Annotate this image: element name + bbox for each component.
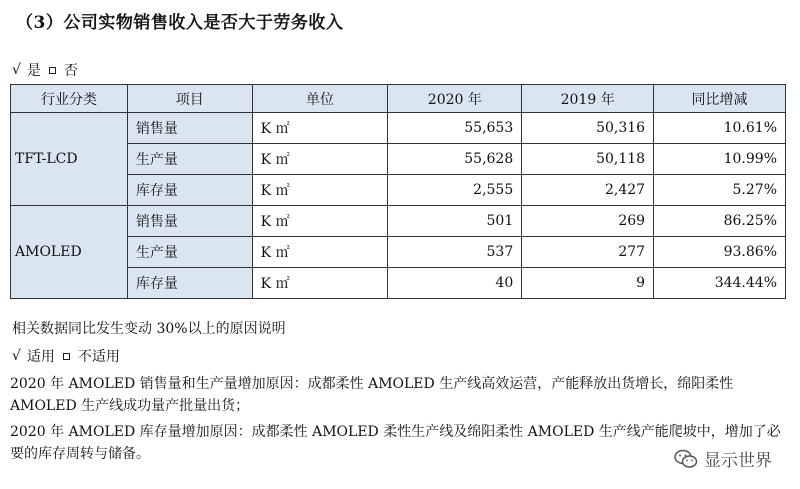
change-cell: 86.25% [654, 206, 786, 237]
amoled-inventory-reason: 2020 年 AMOLED 库存量增加原因：成都柔性 AMOLED 柔性生产线及绵阳柔性 AMOLED 生产线产能爬坡中，增加了必要的库存周转与储备。 [10, 424, 781, 462]
checkbox-no [49, 67, 56, 74]
sales-production-table [10, 84, 786, 299]
option-not-applicable-label: 不适用 [77, 349, 120, 365]
value-2019-cell: 269 [522, 206, 654, 237]
value-2019-cell: 277 [522, 237, 654, 268]
change-cell: 10.99% [654, 144, 786, 175]
value-2019-cell: 50,118 [522, 144, 654, 175]
change-reason-note: 相关数据同比发生变动 30%以上的原因说明 [12, 321, 286, 337]
option-no-label: 否 [63, 63, 78, 79]
watermark [674, 446, 772, 471]
check-mark: √ [12, 62, 21, 78]
item-cell: 销售量 [127, 206, 252, 237]
section-heading: （3）公司实物销售收入是否大于劳务收入 [16, 13, 344, 33]
option-yes-label: 是 [26, 63, 41, 79]
header-item: 项目 [127, 85, 252, 113]
sales-vs-labor-choice [12, 60, 78, 80]
change-cell: 5.27% [654, 175, 786, 206]
value-2020-cell: 55,628 [388, 144, 522, 175]
unit-cell: K ㎡ [252, 206, 388, 237]
table-row [11, 268, 786, 299]
table-row [11, 175, 786, 206]
value-2020-cell: 2,555 [388, 175, 522, 206]
header-2019: 2019 年 [522, 85, 654, 113]
applicable-choice [12, 346, 120, 366]
amoled-sales-production-reason: 2020 年 AMOLED 销售量和生产量增加原因：成都柔性 AMOLED 生产线高效运营，产能释放出货增长，绵阳柔性 AMOLED 生产线成功量产批量出货； [10, 376, 734, 414]
option-applicable-label: 适用 [26, 349, 55, 365]
unit-cell: K ㎡ [252, 144, 388, 175]
wechat-icon [674, 449, 698, 469]
table-row [11, 237, 786, 268]
value-2020-cell: 55,653 [388, 113, 522, 144]
unit-cell: K ㎡ [252, 175, 388, 206]
header-2020: 2020 年 [388, 85, 522, 113]
value-2019-cell: 2,427 [522, 175, 654, 206]
value-2020-cell: 40 [388, 268, 522, 299]
value-2020-cell: 501 [388, 206, 522, 237]
table-row [11, 144, 786, 175]
item-cell: 库存量 [127, 175, 252, 206]
value-2019-cell: 50,316 [522, 113, 654, 144]
table-header-row [11, 85, 786, 113]
table-row [11, 206, 786, 237]
header-unit: 单位 [252, 85, 388, 113]
item-cell: 生产量 [127, 144, 252, 175]
unit-cell: K ㎡ [252, 237, 388, 268]
header-industry: 行业分类 [11, 85, 128, 113]
item-cell: 销售量 [127, 113, 252, 144]
header-yoy-change: 同比增减 [654, 85, 786, 113]
category-cell: AMOLED [11, 206, 128, 299]
category-cell: TFT-LCD [11, 113, 128, 206]
change-cell: 344.44% [654, 268, 786, 299]
unit-cell: K ㎡ [252, 268, 388, 299]
unit-cell: K ㎡ [252, 113, 388, 144]
item-cell: 库存量 [127, 268, 252, 299]
change-cell: 10.61% [654, 113, 786, 144]
change-cell: 93.86% [654, 237, 786, 268]
item-cell: 生产量 [127, 237, 252, 268]
value-2020-cell: 537 [388, 237, 522, 268]
checkbox-not-applicable [63, 353, 70, 360]
value-2019-cell: 9 [522, 268, 654, 299]
table-row [11, 113, 786, 144]
watermark-text: 显示世界 [704, 451, 772, 471]
check-mark: √ [12, 348, 21, 364]
